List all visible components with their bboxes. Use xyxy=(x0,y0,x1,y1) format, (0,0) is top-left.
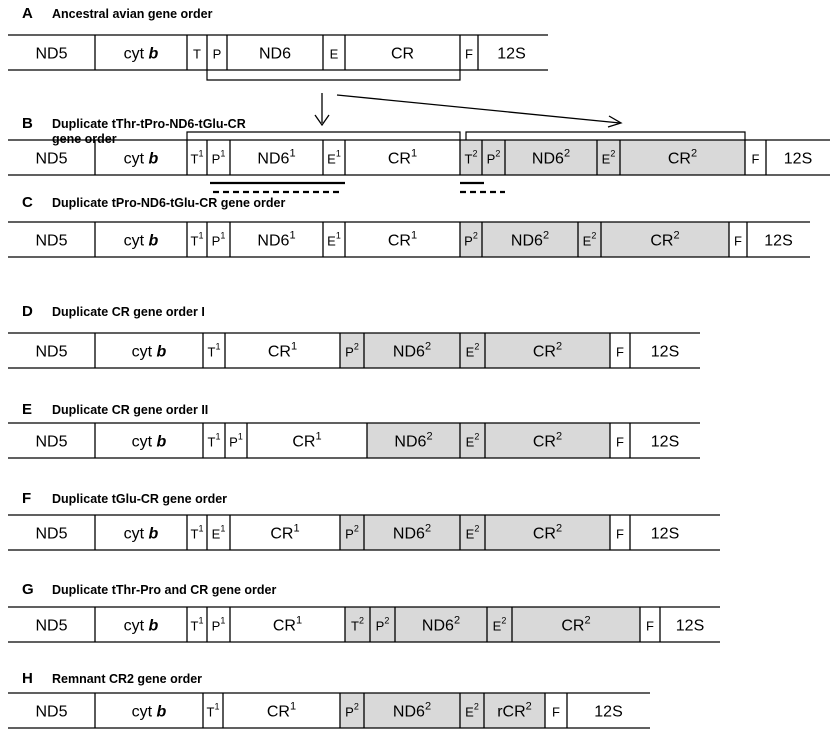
panel-title: Duplicate CR gene order II xyxy=(52,403,209,417)
gene-e-1: $E^1$ xyxy=(211,523,226,542)
gene-nd6-1: $ND6^1$ xyxy=(257,229,296,250)
gene-nd5: ND5 xyxy=(35,45,68,63)
gene-12s: 12S xyxy=(783,150,813,168)
gene-cyt: cyt b xyxy=(131,343,167,361)
gene-cr-2: $CR^2$ xyxy=(532,340,563,361)
gene-f: F xyxy=(616,526,624,542)
gene-e-1: $E^1$ xyxy=(327,230,341,249)
gene-cyt: cyt b xyxy=(123,525,159,543)
gene-f: F xyxy=(552,704,560,720)
gene-p-2: $P^2$ xyxy=(345,523,359,542)
gene-cr-1: $CR^1$ xyxy=(292,430,322,451)
gene-e-1: $E^1$ xyxy=(327,148,341,167)
gene-t-2: $T^2$ xyxy=(351,615,364,634)
gene-nd6-2: $ND6^2$ xyxy=(392,340,432,361)
gene-nd6-2: $ND6^2$ xyxy=(392,522,432,543)
gene-nd5: ND5 xyxy=(35,433,68,451)
panel-title: Duplicate tThr-tPro-ND6-tGlu-CR xyxy=(52,117,246,131)
gene-t-1: $T^1$ xyxy=(190,230,204,249)
gene-12s: 12S xyxy=(650,343,680,361)
panel-title: Duplicate tThr-Pro and CR gene order xyxy=(52,583,277,597)
gene-nd6-2: $ND6^2$ xyxy=(421,614,461,635)
panel-b xyxy=(8,115,830,175)
gene-nd6-2: $ND6^2$ xyxy=(392,700,432,721)
gene-cyt: cyt b xyxy=(131,703,167,721)
gene-12s: 12S xyxy=(675,617,705,635)
gene-t-1: $T^1$ xyxy=(207,341,221,360)
panel-letter: G xyxy=(22,581,34,598)
gene-nd6-2: $ND6^2$ xyxy=(394,430,433,451)
gene-f: F xyxy=(646,618,654,634)
gene-p-1: $P^1$ xyxy=(211,148,226,167)
gene-cr-2: $CR^2$ xyxy=(532,522,563,543)
gene-p: P xyxy=(212,46,222,62)
gene-cr-1: $CR^1$ xyxy=(387,147,418,168)
gene-e-2: $E^2$ xyxy=(465,431,480,450)
gene-nd5: ND5 xyxy=(35,703,68,721)
panel-a xyxy=(8,5,548,70)
gene-nd5: ND5 xyxy=(35,525,68,543)
gene-e-2: $E^2$ xyxy=(465,523,480,542)
gene-t-1: $T^1$ xyxy=(207,431,221,450)
gene-p-1: $P^1$ xyxy=(229,431,243,450)
panel-e xyxy=(8,401,700,458)
gene-cr-1: $CR^1$ xyxy=(270,522,300,543)
gene-f: F xyxy=(751,151,760,167)
panel-title: gene order xyxy=(52,132,117,146)
gene-cr-1: $CR^1$ xyxy=(266,700,297,721)
gene-12s: 12S xyxy=(497,45,526,63)
gene-t-2: $T^2$ xyxy=(464,148,478,167)
gene-e-2: $E^2$ xyxy=(465,341,480,360)
gene-nd6: ND6 xyxy=(258,45,292,63)
gene-cr-2: $CR^2$ xyxy=(667,147,698,168)
gene-p-2: $P^2$ xyxy=(486,148,501,167)
gene-nd6-1: $ND6^1$ xyxy=(257,147,296,168)
panel-letter: A xyxy=(22,5,33,22)
panel-c xyxy=(8,194,810,257)
gene-f: F xyxy=(616,434,624,450)
gene-12s: 12S xyxy=(594,703,623,721)
gene-cyt: cyt b xyxy=(123,617,159,635)
gene-cr-1: $CR^1$ xyxy=(272,614,303,635)
panel-letter: E xyxy=(22,401,33,418)
gene-t-1: $T^1$ xyxy=(190,523,204,542)
gene-p-1: $P^1$ xyxy=(211,230,226,249)
panel-title: Ancestral avian gene order xyxy=(52,7,213,21)
gene-12s: 12S xyxy=(650,433,680,451)
gene-p-2: $P^2$ xyxy=(464,230,478,249)
gene-nd6-2: $ND6^2$ xyxy=(510,229,550,250)
gene-e-2: $E^2$ xyxy=(492,615,507,634)
gene-e-2: $E^2$ xyxy=(465,701,479,720)
gene-cyt: cyt b xyxy=(123,232,159,250)
panel-h xyxy=(8,670,650,728)
gene-e-2: $E^2$ xyxy=(582,230,597,249)
gene-f: F xyxy=(616,344,624,360)
gene-nd5: ND5 xyxy=(35,232,68,250)
gene-p-2: $P^2$ xyxy=(375,615,390,634)
gene-e: E xyxy=(329,46,339,62)
gene-rcr-2: rCR$^2$ xyxy=(497,700,532,721)
panel-title: Duplicate CR gene order I xyxy=(52,305,205,319)
gene-t-1: $T^1$ xyxy=(190,615,204,634)
panel-letter: C xyxy=(22,194,33,211)
gene-cyt: cyt b xyxy=(123,45,159,63)
panel-letter: F xyxy=(22,490,32,507)
panel-letter: B xyxy=(22,115,33,132)
gene-cr-2: $CR^2$ xyxy=(532,430,563,451)
gene-12s: 12S xyxy=(764,232,793,250)
gene-f: F xyxy=(465,46,473,62)
gene-nd5: ND5 xyxy=(35,150,68,168)
gene-cr-2: $CR^2$ xyxy=(561,614,591,635)
panel-letter: H xyxy=(22,670,33,687)
gene-nd5: ND5 xyxy=(35,343,68,361)
gene-p-1: $P^1$ xyxy=(211,615,226,634)
panel-d xyxy=(8,303,700,368)
gene-t-1: $T^1$ xyxy=(206,701,220,720)
gene-t-1: $T^1$ xyxy=(190,148,204,167)
gene-cr-2: $CR^2$ xyxy=(650,229,680,250)
panel-f xyxy=(8,490,720,550)
gene-cyt: cyt b xyxy=(123,150,159,168)
gene-nd5: ND5 xyxy=(35,617,68,635)
gene-cr: CR xyxy=(390,45,415,63)
gene-f: F xyxy=(734,233,742,249)
panel-title: Remnant CR2 gene order xyxy=(52,672,203,686)
gene-nd6-2: $ND6^2$ xyxy=(531,147,571,168)
gene-cyt: cyt b xyxy=(131,433,167,451)
panel-letter: D xyxy=(22,303,33,320)
gene-cr-1: $CR^1$ xyxy=(387,229,418,250)
gene-t: T xyxy=(193,46,201,62)
panel-title: Duplicate tPro-ND6-tGlu-CR gene order xyxy=(52,196,286,210)
gene-p-2: $P^2$ xyxy=(345,341,359,360)
gene-12s: 12S xyxy=(650,525,680,543)
panel-g xyxy=(8,581,720,642)
gene-cr-1: $CR^1$ xyxy=(267,340,298,361)
panel-title: Duplicate tGlu-CR gene order xyxy=(52,492,228,506)
gene-e-2: $E^2$ xyxy=(601,148,616,167)
gene-p-2: $P^2$ xyxy=(345,701,359,720)
